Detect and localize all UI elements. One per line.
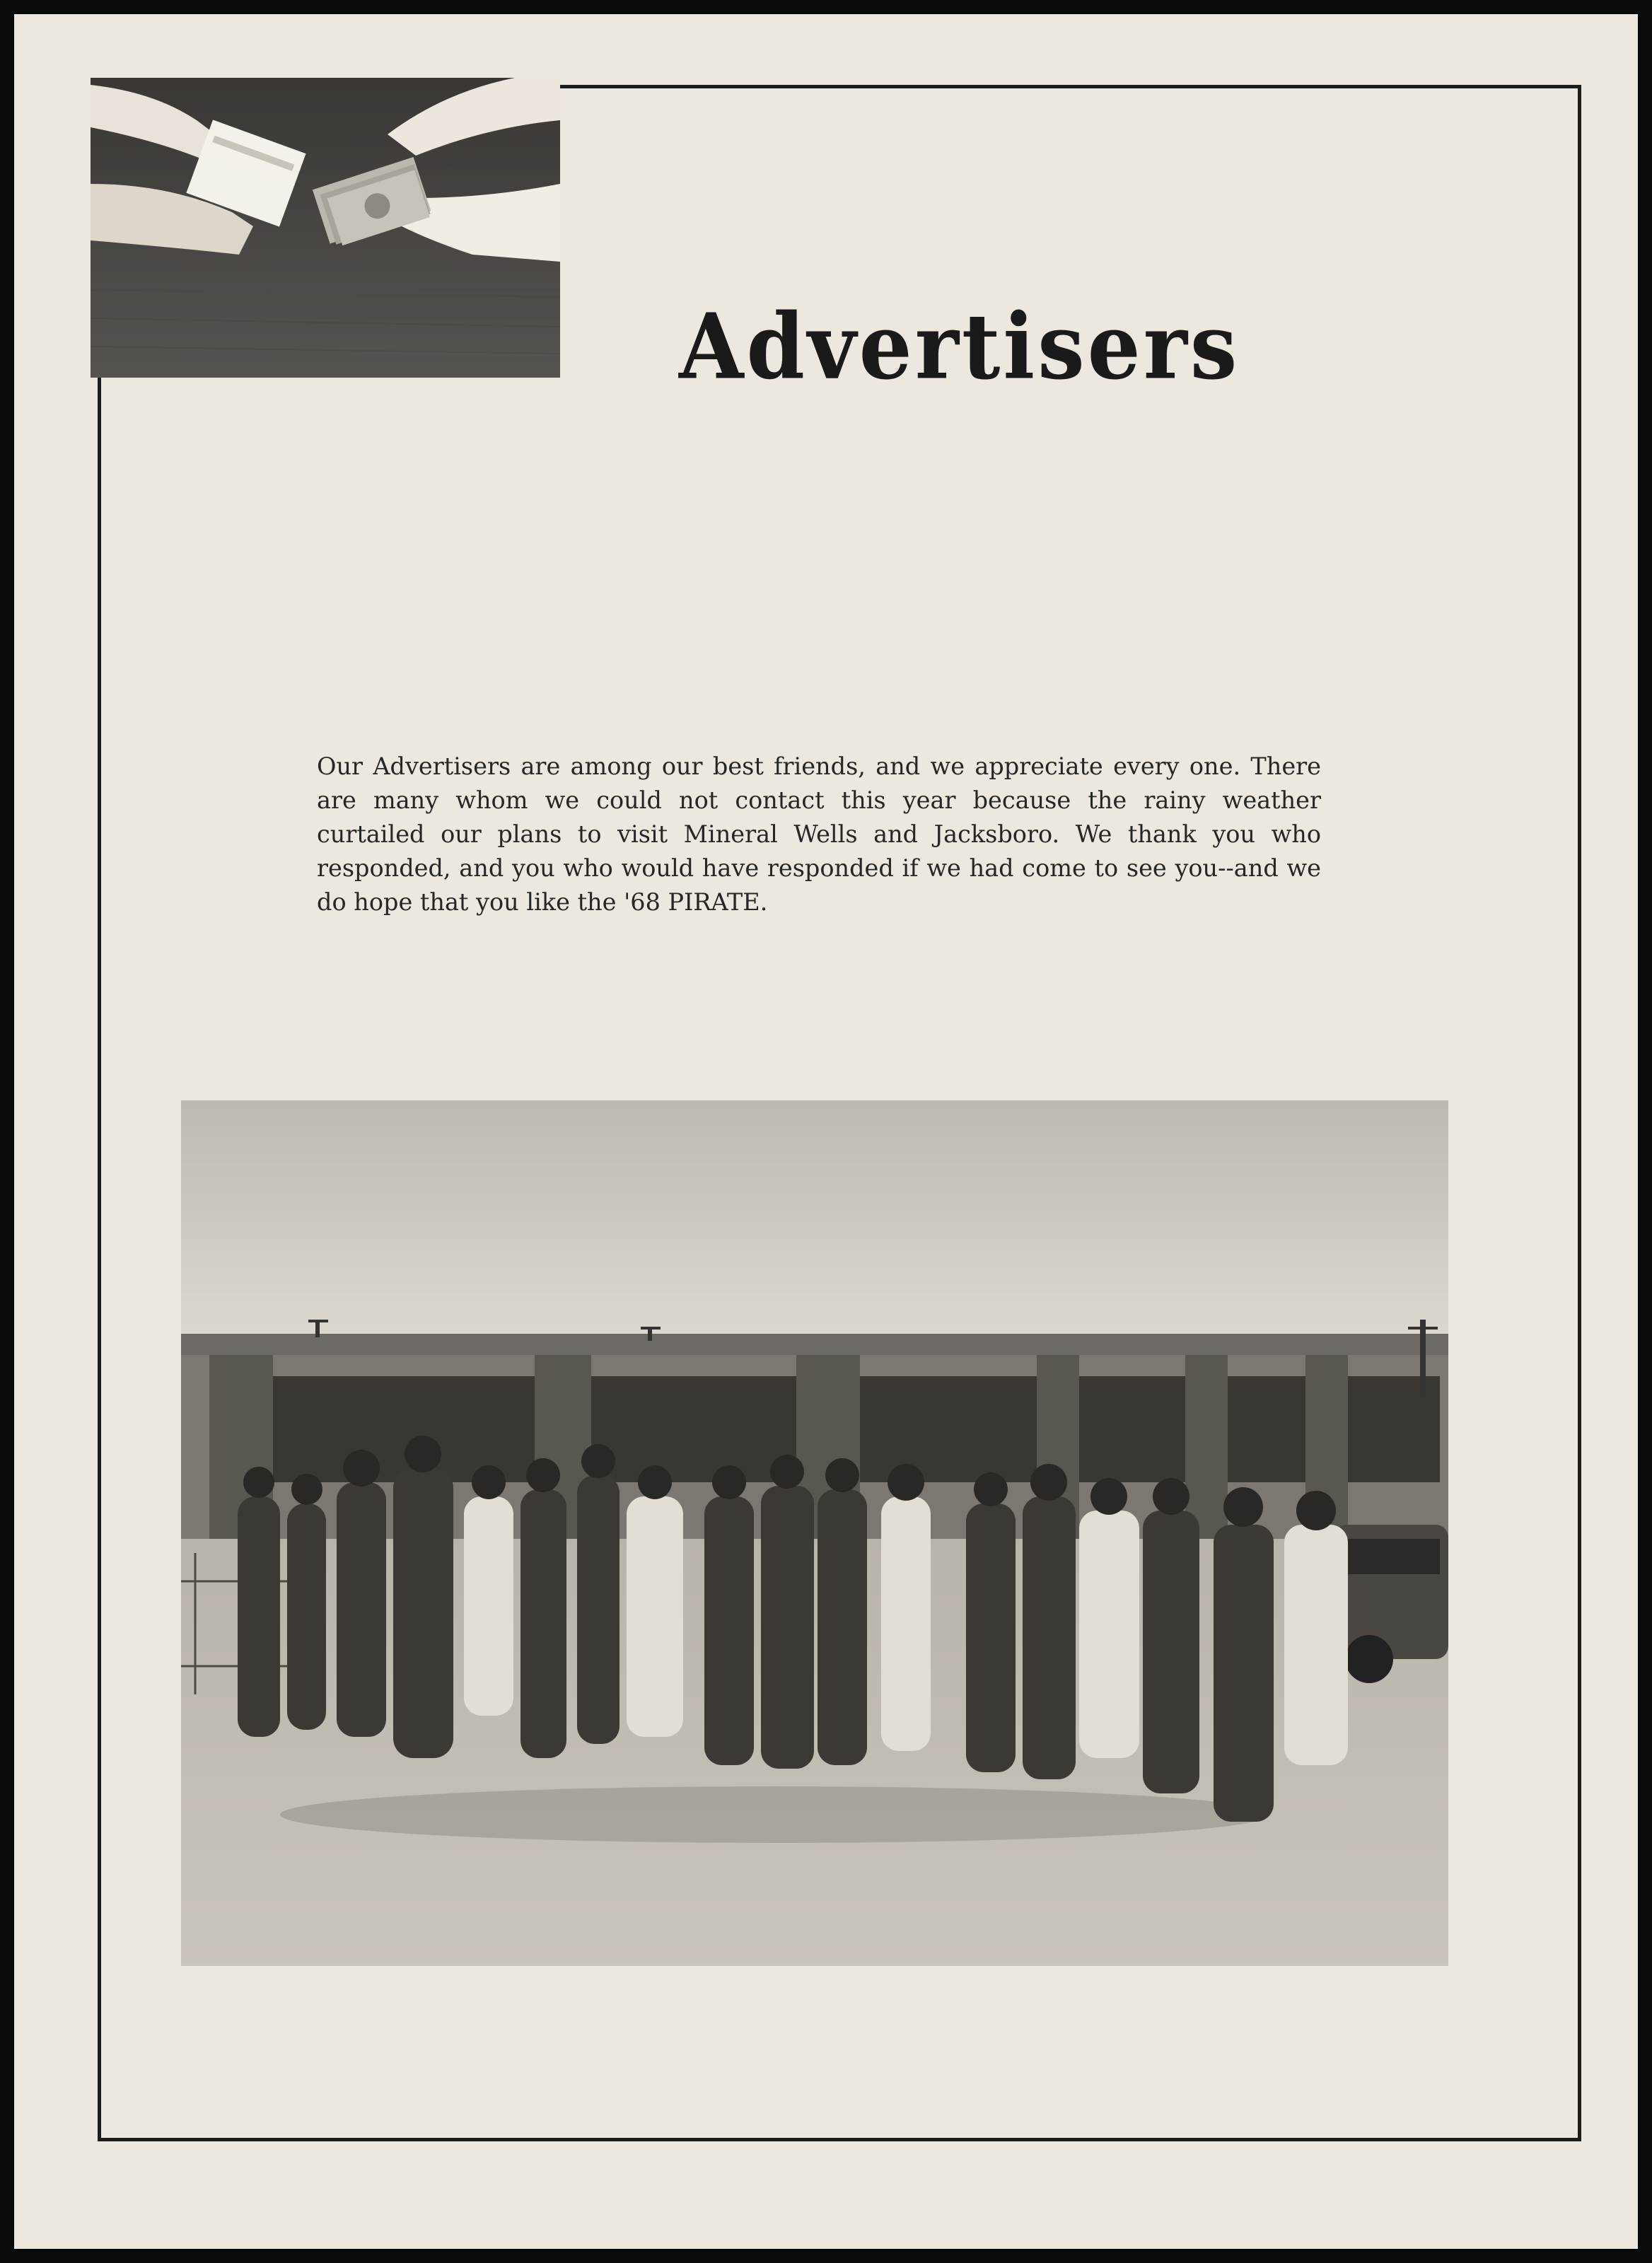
page-title: Advertisers <box>679 293 1240 400</box>
money-exchange-photo <box>91 78 560 378</box>
group-photo <box>181 1100 1448 1966</box>
intro-paragraph: Our Advertisers are among our best friends, and we appreciate every one. There are many whom we could not contact this year because the rainy weather curtailed our plans to visit Mineral Wells and Jacksboro. We thank you who responded, and you who would have responded if we had come to see you--and we do hope that you like the '68 PIRATE. <box>317 752 1321 916</box>
